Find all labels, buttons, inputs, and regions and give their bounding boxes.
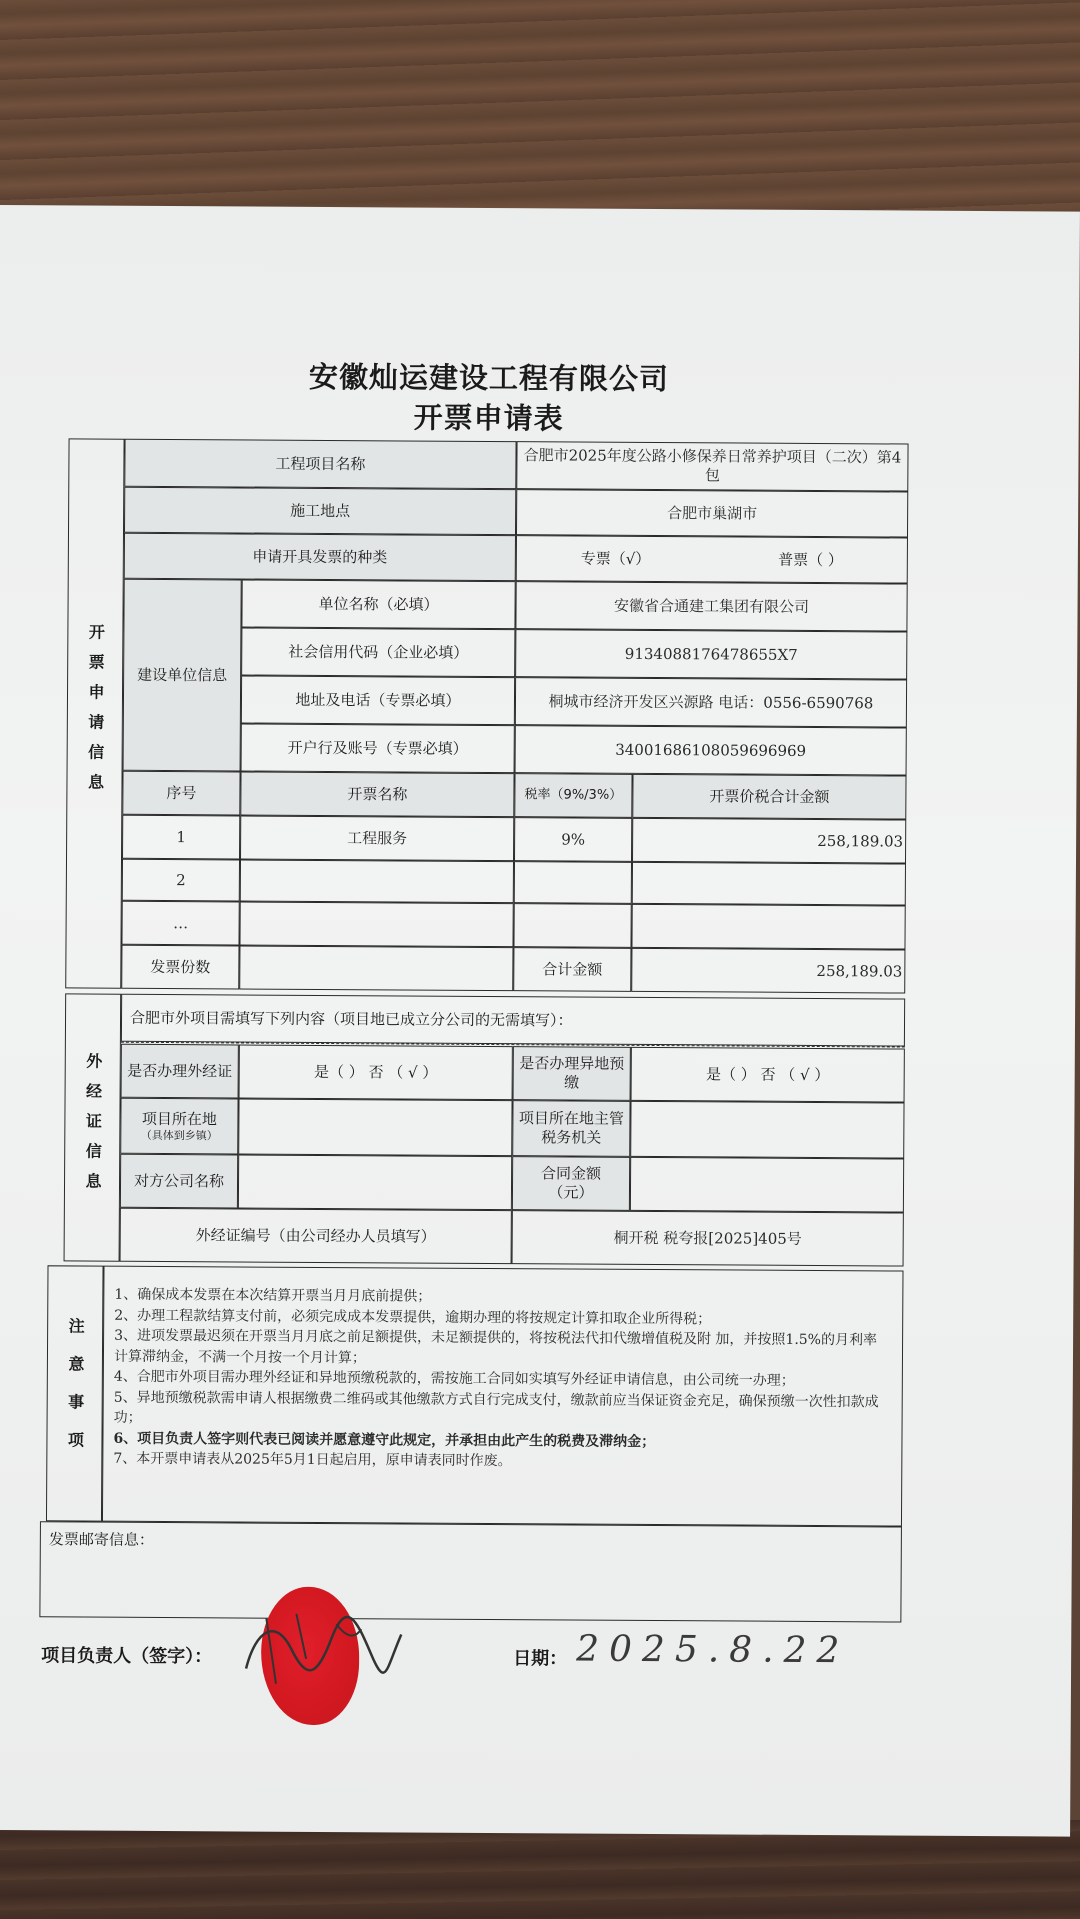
invoice-type-special: 专票（√） bbox=[580, 549, 651, 568]
row2-amount bbox=[632, 862, 906, 906]
counterparty-label: 对方公司名称 bbox=[120, 1154, 238, 1209]
col-rate-header: 税率（9%/3%） bbox=[514, 773, 632, 818]
project-name-value: 合肥市2025年度公路小修保养日常养护项目（二次）第4包 bbox=[516, 441, 908, 491]
section-notes-label: 注意事项 bbox=[46, 1265, 104, 1521]
note-item: 7、本开票申请表从2025年5月1日起启用，原申请表同时作废。 bbox=[113, 1450, 512, 1470]
company-title: 安徽灿运建设工程有限公司 bbox=[308, 359, 670, 397]
signer-label: 项目负责人（签字）： bbox=[41, 1645, 213, 1668]
need-prepay-label: 是否办理异地预缴 bbox=[513, 1046, 631, 1101]
row3-rate bbox=[513, 903, 631, 948]
site-label: 施工地点 bbox=[124, 487, 516, 535]
total-label: 合计金额 bbox=[513, 947, 631, 992]
contract-amount-label: 合同金额（元） bbox=[512, 1156, 630, 1211]
external-note: 合肥市外项目需填写下列内容（项目地已成立分公司的无需填写）： bbox=[121, 994, 905, 1047]
date-label: 日期： bbox=[513, 1648, 568, 1670]
total-value: 258,189.03 bbox=[631, 948, 905, 994]
note-item: 4、合肥市外项目需办理外经证和异地预缴税款的，需按施工合同如实填写外经证申请信息，由公司统一办理； bbox=[113, 1368, 795, 1389]
contract-amount-value bbox=[630, 1157, 904, 1213]
project-location-value bbox=[238, 1098, 512, 1156]
col-seq-header: 序号 bbox=[122, 771, 240, 816]
counterparty-value bbox=[238, 1154, 512, 1210]
col-name-header: 开票名称 bbox=[240, 771, 514, 817]
invoice-type-normal: 普票（ ） bbox=[778, 550, 843, 569]
unit-name-label: 单位名称（必填） bbox=[241, 579, 515, 629]
project-location-label: 项目所在地 （具体到乡镇） bbox=[120, 1098, 238, 1155]
signature bbox=[236, 1598, 407, 1689]
builder-info-label: 建设单位信息 bbox=[123, 579, 242, 772]
need-ext-cert-value: 是（ ） 否 （ √ ） bbox=[239, 1044, 513, 1100]
mailing-box bbox=[39, 1521, 902, 1622]
ext-cert-no-value: 桐开税 税夸报[2025]405号 bbox=[512, 1210, 904, 1266]
tax-authority-label: 项目所在地主管税务机关 bbox=[512, 1100, 630, 1157]
section-external-label: 外经证信息 bbox=[64, 993, 122, 1261]
row3-seq: … bbox=[121, 901, 239, 946]
note-item: 3、进项发票最迟须在开票当月月底之前足额提供，未足额提供的，将按税法代扣代缴增值税及附 加，并按照1.5%的月利率计算滞纳金，不满一个月按一个月计算； bbox=[113, 1327, 878, 1366]
project-name-label: 工程项目名称 bbox=[124, 439, 516, 489]
col-amount-header: 开票价税合计金额 bbox=[632, 774, 906, 820]
row2-name bbox=[240, 859, 514, 903]
notes-list bbox=[102, 1266, 904, 1527]
row1-amount: 258,189.03 bbox=[632, 818, 906, 864]
need-ext-cert-label: 是否办理外经证 bbox=[121, 1044, 239, 1099]
row1-seq: 1 bbox=[122, 815, 240, 860]
invoice-type-value bbox=[516, 535, 908, 583]
ext-cert-no-label: 外经证编号（由公司经办人员填写） bbox=[120, 1208, 512, 1264]
section-invoice-label: 开票申请信息 bbox=[65, 438, 124, 988]
invoice-count-value bbox=[239, 945, 513, 991]
note-item: 5、异地预缴税款需申请人根据缴费二维码或其他缴款方式自行完成支付，缴款前应当保证资金充足，确保预缴一次性扣款成功； bbox=[113, 1389, 879, 1426]
paper-sheet bbox=[0, 205, 1080, 1837]
note-item: 1、确保成本发票在本次结算开票当月月底前提供； bbox=[114, 1286, 432, 1305]
invoice-count-label: 发票份数 bbox=[121, 945, 239, 990]
credit-code-label: 社会信用代码（企业必填） bbox=[241, 627, 515, 677]
form-title: 开票申请表 bbox=[413, 400, 564, 436]
tax-authority-value bbox=[630, 1101, 904, 1159]
row2-rate bbox=[514, 861, 632, 904]
row1-name: 工程服务 bbox=[240, 815, 514, 861]
invoice-type-label: 申请开具发票的种类 bbox=[124, 533, 516, 581]
wood-background-top bbox=[0, 0, 1080, 215]
need-prepay-value: 是（ ） 否 （ √ ） bbox=[631, 1047, 905, 1103]
note-item: 6、项目负责人签字则代表已阅读并愿意遵守此规定，并承担由此产生的税费及滞纳金； bbox=[113, 1430, 656, 1450]
note-item: 2、办理工程款结算支付前，必须完成成本发票提供，逾期办理的将按规定计算扣取企业所得税； bbox=[114, 1307, 712, 1327]
address-value: 桐城市经济开发区兴源路 电话：0556-6590768 bbox=[515, 677, 907, 727]
unit-name-value: 安徽省合通建工集团有限公司 bbox=[515, 581, 907, 631]
bank-label: 开户行及账号（专票必填） bbox=[241, 723, 515, 773]
address-label: 地址及电话（专票必填） bbox=[241, 675, 515, 725]
row3-amount bbox=[631, 904, 905, 950]
bank-value: 34001686108059696969 bbox=[515, 725, 907, 775]
mailing-label: 发票邮寄信息： bbox=[48, 1530, 154, 1549]
site-value: 合肥市巢湖市 bbox=[516, 489, 908, 537]
row1-rate: 9% bbox=[514, 817, 632, 862]
credit-code-value: 9134088176478655X7 bbox=[515, 629, 907, 679]
row2-seq: 2 bbox=[122, 859, 240, 902]
date-value: 2025.8.22 bbox=[576, 1628, 850, 1672]
row3-name bbox=[239, 901, 513, 947]
